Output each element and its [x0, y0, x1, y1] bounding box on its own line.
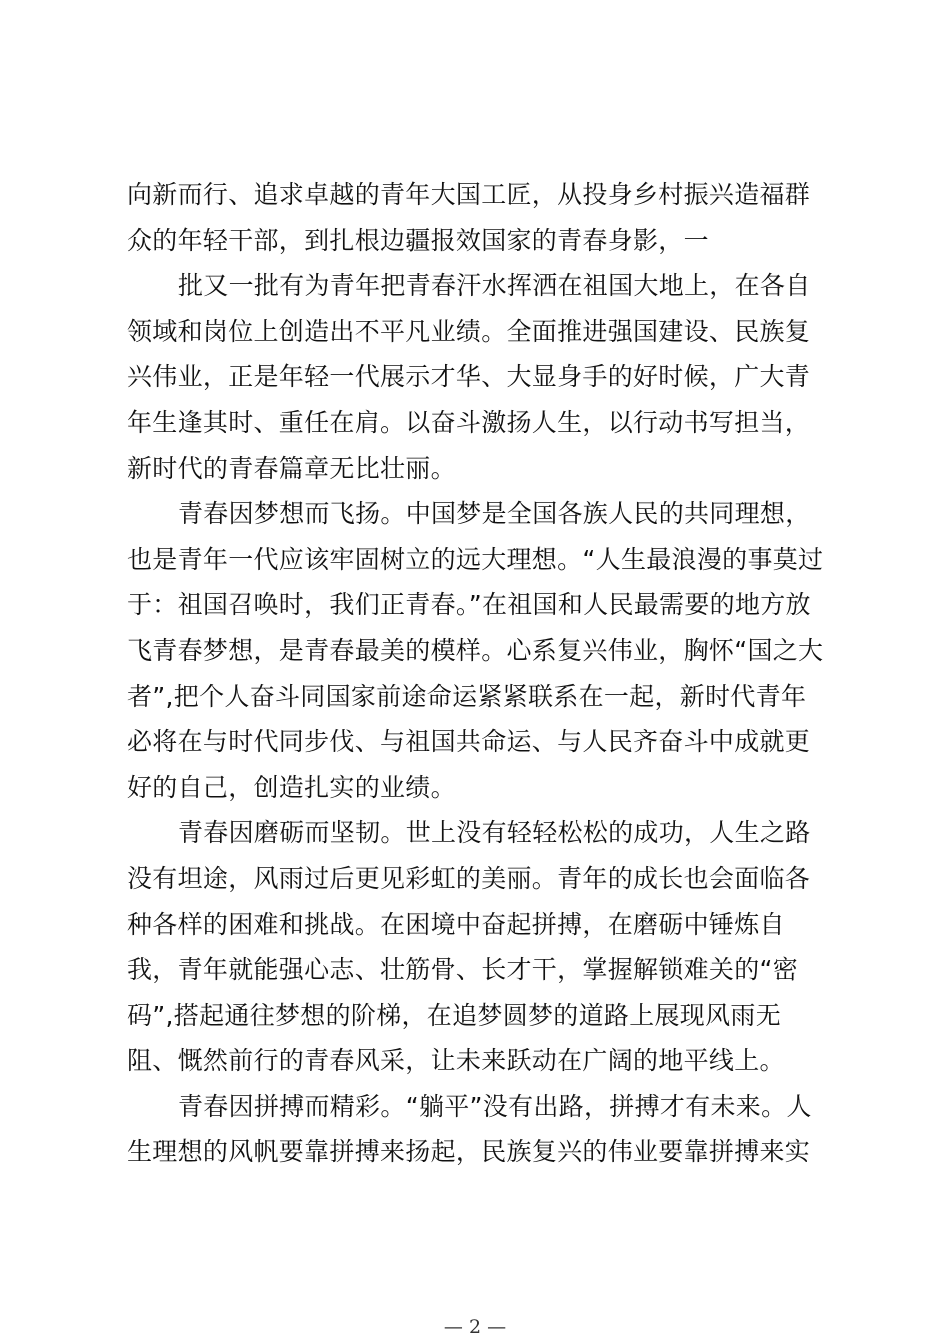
text-line: 飞青春梦想，是青春最美的模样。心系复兴伟业，胸怀“国之大: [127, 635, 824, 665]
text-line: 青春因拼搏而精彩。“躺平”没有出路，拼搏才有未来。人: [178, 1091, 812, 1121]
text-line: 没有坦途，风雨过后更见彩虹的美丽。青年的成长也会面临各: [127, 863, 811, 893]
text-line: 领域和岗位上创造出不平凡业绩。全面推进强国建设、民族复: [127, 316, 811, 346]
text-line: 向新而行、追求卓越的青年大国工匠，从投身乡村振兴造福群: [127, 180, 811, 209]
text-line: 众的年轻干部，到扎根边疆报效国家的青春身影，一: [127, 225, 709, 255]
text-line: 必将在与时代同步伐、与祖国共命运、与人民齐奋斗中成就更: [127, 727, 811, 757]
text-line: 者”,把个人奋斗同国家前途命运紧紧联系在一起，新时代青年: [127, 681, 807, 711]
page-number: — 2 —: [443, 1316, 507, 1338]
text-line: 阻、慨然前行的青春风采，让未来跃动在广阔的地平线上。: [127, 1046, 785, 1076]
body-text: [127, 172, 827, 1175]
text-line: 也是青年一代应该牢固树立的远大理想。“人生最浪漫的事莫过: [127, 544, 824, 574]
text-line: 批又一批有为青年把青春汗水挥洒在祖国大地上，在各自: [178, 271, 811, 301]
text-line: 于：祖国召唤时，我们正青春。”在祖国和人民最需要的地方放: [127, 590, 811, 620]
text-line: 种各样的困难和挑战。在困境中奋起拼搏，在磨砺中锤炼自: [127, 909, 785, 939]
text-line: 我，青年就能强心志、壮筋骨、长才干，掌握解锁难关的“密: [127, 955, 799, 985]
text-line: 新时代的青春篇章无比壮丽。: [127, 453, 456, 483]
text-line: 好的自己，创造扎实的业绩。: [127, 772, 456, 802]
text-line: 兴伟业，正是年轻一代展示才华、大显身手的好时候，广大青: [127, 362, 811, 392]
text-line: 青春因磨砺而坚韧。世上没有轻轻松松的成功，人生之路: [178, 818, 811, 848]
text-line: 生理想的风帆要靠拼搏来扬起，民族复兴的伟业要靠拼搏来实: [127, 1137, 811, 1167]
text-line: 年生逢其时、重任在肩。以奋斗激扬人生，以行动书写担当，: [127, 407, 811, 437]
text-line: 青春因梦想而飞扬。中国梦是全国各族人民的共同理想，: [178, 499, 811, 529]
text-line: 码”,搭起通往梦想的阶梯，在追梦圆梦的道路上展现风雨无: [127, 1000, 782, 1030]
